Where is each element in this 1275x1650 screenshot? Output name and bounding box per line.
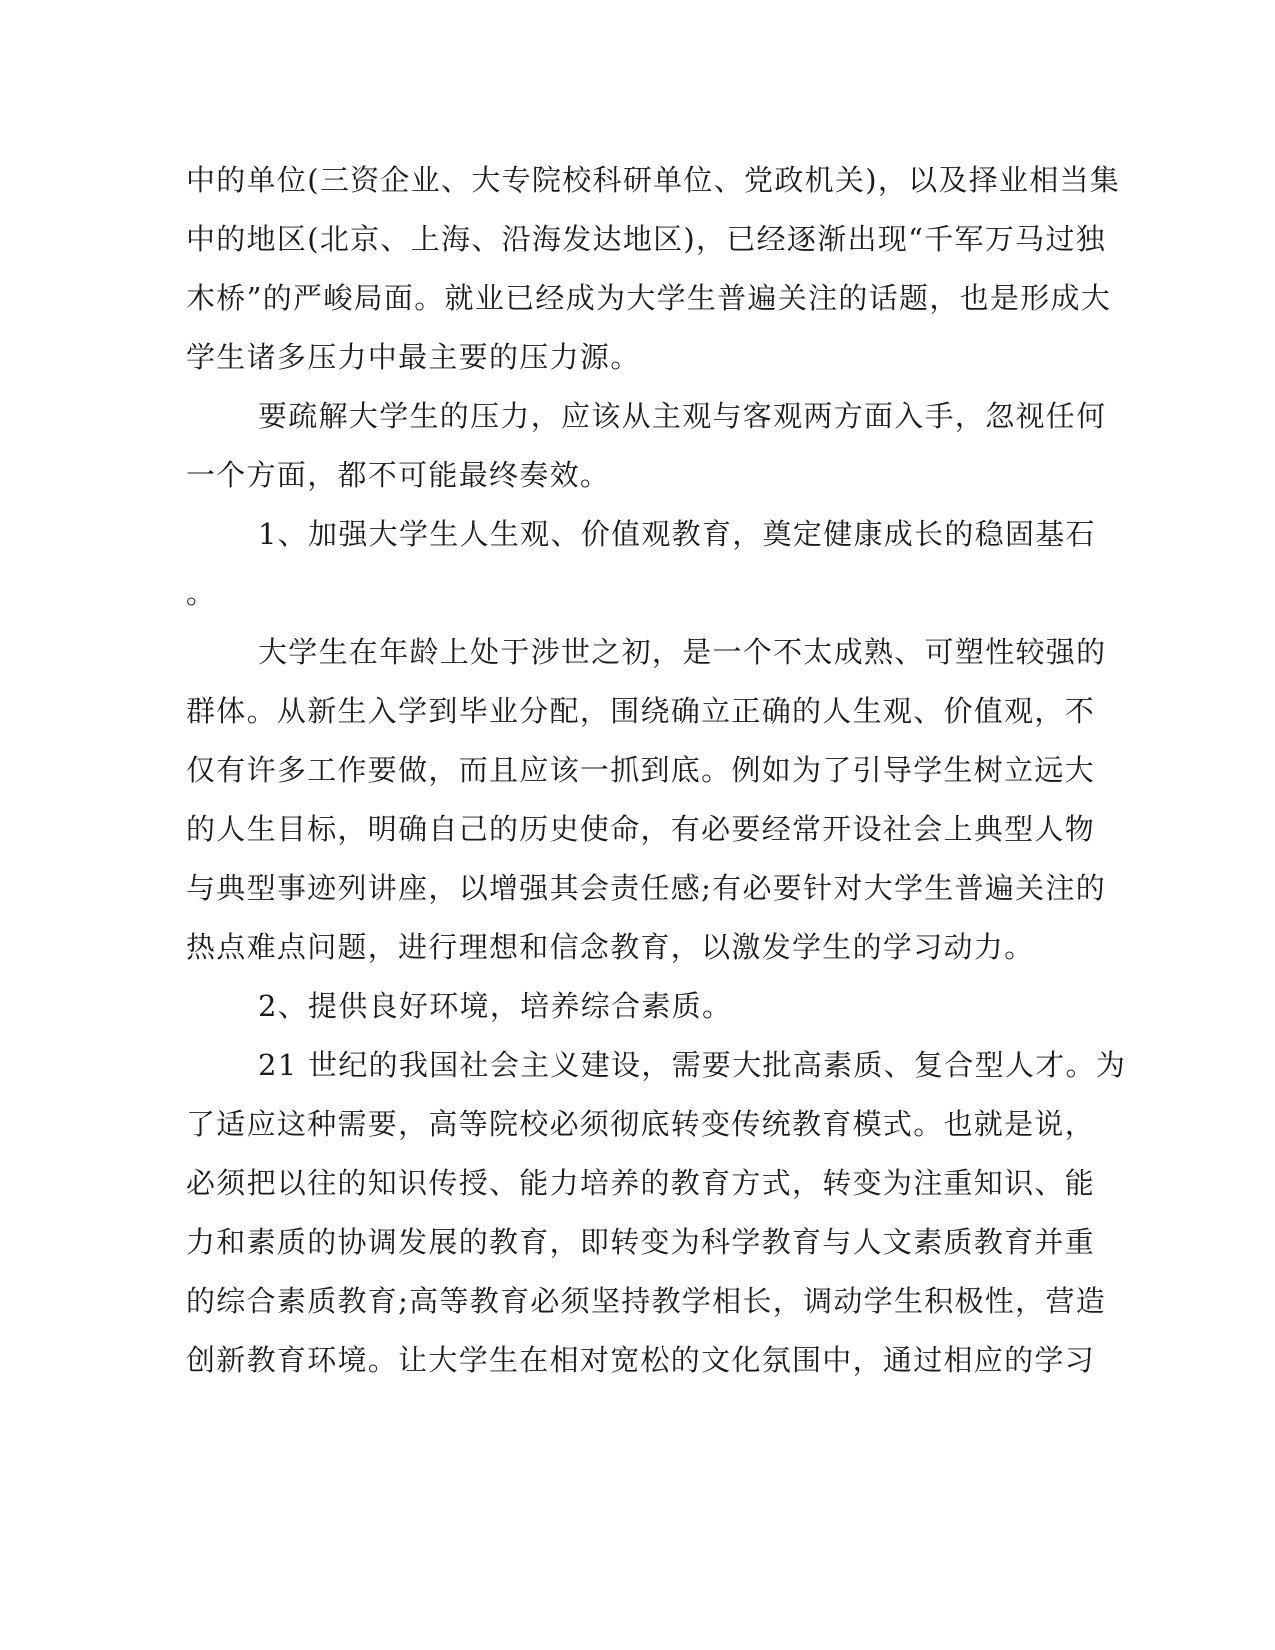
text-line: 一个方面，都不可能最终奏效。 bbox=[186, 458, 611, 492]
text-line: 必须把以往的知识传授、能力培养的教育方式，转变为注重知识、能 bbox=[186, 1166, 1096, 1200]
text-line: 群体。从新生入学到毕业分配，围绕确立正确的人生观、价值观，不 bbox=[186, 694, 1096, 728]
text-line: 木桥”的严峻局面。就业已经成为大学生普遍关注的话题，也是形成大 bbox=[186, 281, 1112, 315]
text-line: 热点难点问题，进行理想和信念教育，以激发学生的学习动力。 bbox=[186, 930, 1035, 964]
text-line: 中的地区(北京、上海、沿海发达地区)，已经逐渐出现“千军万马过独 bbox=[186, 222, 1107, 256]
text-line: 中的单位(三资企业、大专院校科研单位、党政机关)，以及择业相当集 bbox=[186, 163, 1121, 197]
text-line: 力和素质的协调发展的教育，即转变为科学教育与人文素质教育并重 bbox=[186, 1225, 1096, 1259]
paragraph-start-line: 大学生在年龄上处于涉世之初，是一个不太成熟、可塑性较强的 bbox=[258, 635, 1107, 669]
section-heading-1: 1、加强大学生人生观、价值观教育，奠定健康成长的稳固基石 bbox=[258, 517, 1096, 551]
text-line: 的人生目标，明确自己的历史使命，有必要经常开设社会上典型人物 bbox=[186, 812, 1096, 846]
text-line: 了适应这种需要，高等院校必须彻底转变传统教育模式。也就是说， bbox=[186, 1107, 1096, 1141]
text-line: 。 bbox=[186, 576, 217, 610]
section-heading-2: 2、提供良好环境，培养综合素质。 bbox=[258, 989, 733, 1023]
paragraph-start-line: 要疏解大学生的压力，应该从主观与客观两方面入手，忽视任何 bbox=[258, 399, 1107, 433]
text-line: 与典型事迹列讲座，以增强其会责任感;有必要针对大学生普遍关注的 bbox=[186, 871, 1107, 905]
text-line: 仅有许多工作要做，而且应该一抓到底。例如为了引导学生树立远大 bbox=[186, 753, 1096, 787]
text-line: 学生诸多压力中最主要的压力源。 bbox=[186, 340, 641, 374]
paragraph-start-line: 21 世纪的我国社会主义建设，需要大批高素质、复合型人才。为 bbox=[258, 1048, 1127, 1082]
text-line: 创新教育环境。让大学生在相对宽松的文化氛围中，通过相应的学习 bbox=[186, 1343, 1096, 1377]
text-line: 的综合素质教育;高等教育必须坚持教学相长，调动学生积极性，营造 bbox=[186, 1284, 1107, 1318]
